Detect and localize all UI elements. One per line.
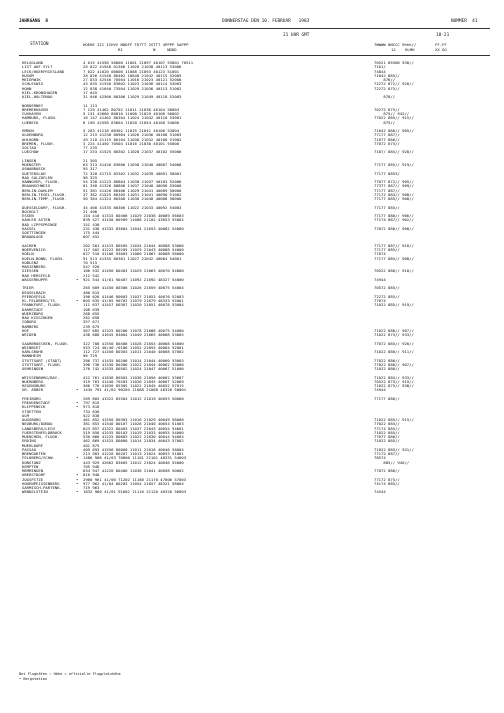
station-name: FRANKFURT, FLUGH.: [22, 302, 62, 308]
station-data: 547 526: [83, 264, 100, 269]
station-data: 231 438 41332 83604 11044 21053 40082 54000: [83, 225, 184, 231]
station-data: 422 761 41638 80503 11036 21056 40062 53007: [83, 374, 184, 380]
station-data: 839 427 41150 80509 11088 21102 43053 55002: [83, 217, 184, 223]
station-weather-groups: 74944: [374, 387, 386, 393]
station-weather-groups: 77177 885// 908//: [374, 255, 414, 261]
mountain-station-marker: •: [76, 387, 79, 393]
station-name: HUSUM: [22, 72, 34, 78]
station-name: LUECHOW: [22, 149, 39, 155]
station-data: 37 382 41525 80305 11031 21041 40090 51002: [83, 191, 182, 197]
station-weather-groups: 71077 886//: [374, 136, 400, 142]
station-name: MUEHLDORF: [22, 442, 44, 448]
station-data: 705 946: [83, 463, 100, 469]
station-name: KIEL-HOLTENAU: [22, 94, 53, 99]
station-data: 28 026 41540 80402 10840 21042 40115 52005: [83, 72, 182, 78]
station-data: 63 313 41420 83606 11030 21040 40087 54000: [83, 162, 182, 167]
station-data: 117 502 41222 80205 11029 21043 40088 54000: [83, 247, 184, 252]
station-name: SOLTAU: [22, 145, 37, 150]
station-data: 268 655: [83, 310, 100, 316]
station-data: 519 858 41535 80103 11019 21033 40055 54000: [83, 429, 184, 435]
station-name: WUERZBURG: [22, 310, 44, 316]
station-data: 7 129 41462 80702 11011 21036 40104 56003: [83, 106, 180, 112]
station-data: 438 688 41645 83604 11049 21065 40068 53005: [83, 332, 184, 337]
station-name: ZUGSPITZE: [22, 476, 44, 482]
station-name: DUESSELDORF, FLUGH.: [22, 204, 67, 210]
station-name: PFERDSFELD: [22, 293, 46, 299]
station-name: STOETTEN: [22, 408, 41, 414]
column-extra-sub: XX GG: [435, 47, 447, 52]
station-data: 12 215 41238 80904 11026 21036 40108 51003: [83, 132, 182, 138]
station-name: MEMMINGEN: [22, 468, 44, 473]
station-data: 8 156 42558 83604 11020 21054 40108 54000: [83, 119, 180, 125]
station-name: DARMSTADT: [22, 306, 44, 312]
station-data: 27 033 42540 70504 11016 21023 40121 52006: [83, 77, 182, 82]
station-name: KASSEL: [22, 225, 37, 231]
station-weather-groups: 71042 886// 905//: [374, 128, 414, 133]
station-name: ULM: [22, 412, 30, 418]
station-name: MUENCHEN, FLUGH.: [22, 434, 60, 439]
column-station: STATION: [30, 42, 49, 47]
station-name: BOCHOLT: [22, 208, 39, 214]
station-data: 154 410 41315 80406 11029 21038 40089 56003: [83, 213, 184, 218]
mountain-station-marker: •: [76, 276, 79, 282]
station-data: 77 235: [83, 145, 98, 150]
station-name: EMDEN: [22, 128, 34, 133]
station-data: 21 406: [83, 208, 98, 214]
station-weather-groups: 77072 886// 908//: [374, 225, 414, 231]
station-name: PASSAU: [22, 446, 37, 452]
station-weather-groups: 71022 875// 933//: [374, 332, 414, 337]
station-data: 50 384 41324 80308 11030 21040 40088 50000: [83, 196, 182, 201]
station-name: LANDSBERG/LECH: [22, 425, 55, 431]
station-data: 81 348 41320 80806 11037 21040 40096 53000: [83, 183, 182, 189]
station-name: AHLHORN: [22, 136, 39, 142]
station-data: 366 776 41630 85305 11022 21045 40052 57015: [83, 383, 184, 388]
station-name: STUTTGART (STADT): [22, 357, 62, 363]
station-name: AACHEN: [22, 242, 37, 248]
station-name: HOHN: [22, 85, 32, 91]
station-name: BERLIN-TEMP.,FLUGH.: [22, 196, 67, 201]
station-weather-groups: 70272 875//: [374, 106, 400, 112]
station-name: BRAUNSCHWEIG: [22, 183, 51, 189]
station-data: 112 727 41450 80303 11011 21040 40068 57002: [83, 349, 184, 354]
station-data: 51 381 41420 80406 11029 21041 40089 50000: [83, 187, 182, 193]
mountain-station-marker: •: [76, 400, 79, 405]
station-data: 186 532 41450 80403 11029 21063 40070 54000: [83, 268, 184, 274]
station-data: 322 708 41550 80408 11028 21053 40068 54000: [83, 340, 184, 346]
station-weather-groups: 77177 885//: [374, 204, 400, 210]
station-data: 627 510 41106 93603 11060 21067 40088 58000: [83, 251, 184, 257]
station-data: 396 738 41330 80306 11022 21044 40062 53006: [83, 361, 184, 367]
station-name: SCHLESWIG: [22, 81, 44, 87]
station-name: WEIDEN: [22, 332, 37, 337]
station-weather-groups: 7107/ 885// 928//: [374, 149, 414, 155]
station-data: 108 639: [83, 306, 100, 312]
station-data: 175 444: [83, 230, 100, 235]
station-data: 409 893 41556 80000 11011 21018 40046 58004: [83, 446, 184, 452]
station-name: FREUDENSTADT: [22, 400, 51, 405]
station-name: MUENSTER: [22, 162, 41, 167]
station-weather-groups: 77874: [374, 251, 386, 257]
station-name: BREMERHAVEN: [22, 106, 48, 112]
station-data: 43 035 41550 83602 11023 21036 40114 53003: [83, 81, 182, 87]
station-weather-groups: 77177 887//: [374, 132, 400, 138]
station-weather-groups: 71022 875// 938//: [374, 383, 414, 388]
station-weather-groups: 74174 885//: [374, 480, 400, 486]
station-weather-groups: 71022 886// 907//: [374, 327, 414, 333]
column-weather: 7WWWW 8NCCC 9hhh//: [374, 42, 417, 47]
station-name: FUERSTENFELDBRUCK: [22, 429, 62, 435]
station-data: 5 203 41218 80302 11035 21041 40106 53004: [83, 128, 180, 133]
station-data: 443 929 42662 83605 11012 21024 40046 55000: [83, 459, 184, 465]
station-weather-groups: 77177 887// 910//: [374, 242, 414, 248]
station-weather-groups: 71042 885//: [374, 72, 400, 78]
station-name: KOELN: [22, 251, 34, 257]
station-weather-groups: 77172 887//: [374, 451, 400, 456]
station-weather-groups: 875// 942//: [374, 111, 410, 116]
station-data: 462 869 41525 80000 11014 21034 40043 57002: [83, 438, 184, 444]
station-name: FELDBERG/SCHW.: [22, 455, 55, 461]
station-name: WENDELSTEIN: [22, 489, 48, 495]
station-data: 70 515: [83, 259, 98, 265]
station-weather-groups: 70522 886// 910//: [374, 268, 414, 274]
station-weather-groups: 77022 885//: [374, 421, 400, 427]
station-data: 3 224 41450 70504 11016 21030 40101 55000: [83, 140, 180, 146]
station-name: ESSEN: [22, 213, 34, 218]
station-name: MARIENBERG: [22, 264, 46, 269]
station-name: HANNOVER, FLUGH.: [22, 179, 60, 184]
station-weather-groups: 876//: [374, 77, 396, 82]
station-weather-groups: 70572 885//: [374, 285, 400, 291]
station-name: OEHRINGEN: [22, 366, 44, 371]
station-weather-groups: 77822 886// 907//: [374, 361, 414, 367]
column-main-sub: RI N NDDD: [118, 47, 177, 52]
station-name: FREIBURG: [22, 395, 41, 401]
station-data: 977 962 41/04 80203 11054 21057 48321 58004: [83, 480, 184, 486]
station-name: HAMBURG, FLUGH.: [22, 115, 58, 121]
station-data: 31 046 42560 80306 11029 21049 40118 52003: [83, 94, 182, 99]
station-name: HOHENPEISSENBERG: [22, 480, 60, 486]
station-data: 719 963: [83, 485, 100, 490]
station-name: KONSTANZ: [22, 459, 41, 465]
station-weather-groups: 70521 85500 930//: [374, 60, 414, 65]
station-name: LUEBECK: [22, 119, 39, 125]
station-data: 54 338 41223 80804 11030 21037 40103 52006: [83, 179, 182, 184]
mountain-station-marker: •: [76, 489, 79, 495]
station-name: KOELN-BONN, FLUGH.: [22, 255, 65, 261]
station-data: 623 857 41322 80403 11037 21043 40054 54001: [83, 425, 184, 431]
station-weather-groups: 77172 875//: [374, 476, 400, 482]
station-data: 286 737 41435 80206 11014 21044 40060 53003: [83, 357, 184, 363]
station-name: KOBLENZ: [22, 259, 39, 265]
station-data: 213 903 41220 80207 11013 21024 40053 51001: [83, 451, 184, 456]
station-data: 91 513 41335 80301 11027 21042 40084 54001: [83, 255, 182, 261]
station-data: 212 542: [83, 272, 100, 278]
column-weather-sub: 12 HLMH: [391, 47, 415, 52]
station-data: 12 038 41640 73504 11029 21036 40113 51002: [83, 85, 182, 91]
time-label: 21 UHR GMT: [283, 33, 310, 38]
station-weather-groups: 71022 885//: [374, 429, 400, 435]
station-name: BAMBERG: [22, 323, 39, 329]
header-rule-top: [19, 28, 490, 29]
station-weather-groups: 7101/: [374, 64, 386, 70]
mountain-station-marker: •: [76, 404, 79, 410]
station-data: 530 866 41225 80603 11022 21030 40044 54004: [83, 434, 184, 439]
station-weather-groups: 77874: [374, 298, 386, 303]
mountain-station-marker: •: [76, 480, 79, 486]
station-data: 522 838: [83, 412, 100, 418]
station-name: LIST AUF SYLT: [22, 64, 53, 70]
station-data: 111 637 41457 80307 11020 21051 40078 53004: [83, 302, 184, 308]
station-data: 810 948: [83, 472, 100, 478]
station-name: BAD SALZUFLEN: [22, 174, 53, 180]
station-data: 151 430: [83, 221, 100, 227]
issue-label: JAHRGANG 8: [19, 19, 49, 24]
station-name: NORDERNEY: [22, 102, 44, 108]
station-weather-groups: 77177 887//: [374, 187, 400, 193]
station-name: KL.FELDBERG/TS.: [22, 298, 58, 303]
station-weather-groups: 77077 886//: [374, 434, 400, 439]
station-name: OSNABRUECK: [22, 166, 46, 172]
station-data: 11 113: [83, 102, 98, 108]
station-weather-groups: 70522 875// 919//: [374, 378, 414, 384]
station-data: 2960 961 41/00 71202 11168 21170 47806 57003: [83, 476, 187, 482]
station-weather-groups: 74844: [374, 68, 386, 74]
station-name: BRAUNLAGE: [22, 234, 44, 240]
footnote-mountain-station: • Bergstation: [19, 677, 48, 681]
station-name: NEUBURG/DONAU: [22, 421, 53, 427]
station-data: 17 253 41525 80302 11028 21037 40102 55000: [83, 149, 182, 155]
station-weather-groups: 71022 885// 933//: [374, 374, 414, 380]
station-data: 401 875: [83, 442, 100, 448]
station-weather-groups: 72272 872// 920//: [374, 81, 414, 87]
station-data: 381 853 41540 80107 11028 21040 40054 51003: [83, 421, 184, 427]
station-data: 26 022 41940 01306 11020 21038 40113 53006: [83, 64, 182, 70]
station-weather-groups: 77177 885//: [374, 247, 400, 252]
station-data: 396 626 41446 80603 11037 21053 40076 52003: [83, 293, 184, 299]
station-name: SAARBRUECKEN, FLUGH.: [22, 340, 69, 346]
station-name: LINGEN: [22, 157, 37, 163]
station-data: 72 320 41715 83302 11032 21039 40091 58001: [83, 170, 182, 176]
station-weather-groups: 71022 885// 919//: [374, 302, 414, 308]
footnote-airport-height: Bei Flughäfen : Höhe = offizielle Flugplatzhöhe: [19, 672, 121, 676]
station-name: GUETERSLOH: [22, 170, 46, 176]
station-data: 973 818: [83, 404, 100, 410]
station-data: 5 131 42660 80810 11008 21029 40106 56002: [83, 111, 180, 116]
station-weather-groups: 77177 886//: [374, 395, 400, 401]
station-data: 7 022 41020 00000 11088 21093 40123 51001: [83, 68, 180, 74]
station-name: LECK/HOERFRIESLAND: [22, 68, 65, 74]
station-name: BAD LIPPSPRINGE: [22, 221, 58, 227]
station-data: 98 325: [83, 174, 98, 180]
station-data: 1832 980 41/01 91602 11110 21120 48320 56003: [83, 489, 187, 495]
mountain-station-marker: •: [76, 455, 79, 461]
station-name: NOERVENICH: [22, 247, 46, 252]
station-weather-groups: 77077 872// 905//: [374, 179, 414, 184]
station-name: NUERNBERG: [22, 378, 44, 384]
station-weather-groups: 72272 885//: [374, 293, 400, 299]
station-data: 45 400 41535 80306 11022 21033 40092 54003: [83, 204, 182, 210]
number-label: NUMMER 41: [451, 19, 478, 24]
station-name: AUGSBURG: [22, 417, 41, 422]
station-weather-groups: 71022 886//: [374, 366, 400, 371]
station-weather-groups: 71022 886// 911//: [374, 349, 414, 354]
mountain-station-marker: •: [76, 476, 79, 482]
station-name: BAD KISSINGEN: [22, 315, 53, 320]
station-weather-groups: 77072 886//: [374, 468, 400, 473]
station-weather-groups: 77174 885//: [374, 425, 400, 431]
station-name: OLDENBURG: [22, 132, 44, 138]
station-name: KAHLER ASTEN: [22, 217, 51, 223]
station-data: 265 609 41450 80306 11026 21059 40075 54004: [83, 285, 184, 291]
station-data: 202 501 41415 80505 11034 21044 40088 53006: [83, 242, 184, 248]
station-data: 607 452: [83, 234, 100, 240]
station-data: 461 852 41550 80303 11016 21029 40049 58008: [83, 417, 184, 422]
header-rule-bottom: [19, 55, 490, 56]
station-weather-groups: 875//: [374, 119, 396, 125]
station-weather-groups: 77177 8853/: [374, 170, 400, 176]
station-weather-groups: 77072 875//: [374, 140, 400, 146]
station-name: GR. ARBER: [22, 387, 44, 393]
station-data: 21 305: [83, 157, 98, 163]
station-data: 17 045: [83, 89, 98, 95]
station-name: WEISSENBURG/BAY.: [22, 374, 60, 380]
station-name: COBURG: [22, 319, 37, 325]
station-name: OBERSTDORF: [22, 472, 46, 478]
station-data: 480 615: [83, 289, 100, 295]
station-data: 357 671: [83, 319, 100, 325]
station-data: 95 317: [83, 166, 98, 172]
station-name: BRENGARTEN: [22, 451, 46, 456]
station-name: HELGOLAND: [22, 60, 44, 65]
station-name: BERLIN-DAHLEM: [22, 187, 53, 193]
station-data: 16 147 41462 80304 11024 21042 40110 53001: [83, 115, 182, 121]
station-weather-groups: 74544: [374, 489, 386, 495]
station-name: DEUSELBACH: [22, 289, 46, 295]
mountain-station-marker: •: [76, 472, 79, 478]
station-weather-groups: 72272 875//: [374, 85, 400, 91]
station-name: MANNHEIM: [22, 353, 41, 359]
station-weather-groups: 77177 885// 908//: [374, 196, 414, 201]
station-weather-groups: 77022 885// 915//: [374, 115, 414, 121]
station-weather-groups: 885// 940//: [374, 459, 410, 465]
date-line: DONNERSTAG DEN 10. FEBRUAR 1983: [222, 19, 310, 24]
station-name: GARMISCH-PARTENK.: [22, 485, 62, 490]
station-name: BERLIN-TEGEL,FLUGH.: [22, 191, 67, 197]
station-name: WASSERKUPPE: [22, 276, 48, 282]
station-data: 1486 908 41/03 70806 11101 21101 48331 54003: [83, 455, 187, 461]
station-name: STUTTGART, FLUGH.: [22, 361, 62, 367]
station-data: 734 836: [83, 408, 100, 414]
station-name: WEINBIET: [22, 344, 41, 350]
station-data: 4 015 41556 50000 11001 21097 40107 53001 70511: [83, 60, 194, 65]
station-data: 96 729: [83, 353, 98, 359]
station-name: KEMPTEN: [22, 463, 39, 469]
station-weather-groups: 71022 885// 915//: [374, 417, 414, 422]
station-weather-groups: 78574: [374, 455, 386, 461]
station-data: 553 724 46/40 /0106 11052 21055 40084 52001: [83, 344, 184, 350]
station-name: BAD HERSFELD: [22, 272, 51, 278]
station-data: 239 675: [83, 323, 100, 329]
station-weather-groups: 77072 885// 920//: [374, 340, 414, 346]
station-weather-groups: 71022 885//: [374, 438, 400, 444]
station-name: GOETTINGEN: [22, 230, 46, 235]
station-name: KARLSRUHE: [22, 349, 44, 354]
mountain-station-marker: •: [76, 298, 79, 303]
station-data: 276 742 41535 80502 11024 21047 40067 51006: [83, 366, 184, 371]
station-data: 1445 791 41/02 90204 11088 21088 48326 58001: [83, 387, 187, 393]
station-weather-groups: 77177 885// 919//: [374, 162, 414, 167]
station-weather-groups: 77172 883// 908//: [374, 191, 414, 197]
station-weather-groups: 77377 887// 909//: [374, 183, 414, 189]
station-name: TRIER: [22, 285, 34, 291]
station-data: 797 815: [83, 400, 100, 405]
column-main: HOEHE III IIHVV NDDFF TDTTT 2STTT 4PPPP 5APPP: [83, 42, 189, 47]
station-data: 269 803 41322 83504 11012 21019 40053 50000: [83, 395, 184, 401]
station-name: KIEL-KRONSHAGEN: [22, 89, 58, 95]
station-name: REGENSBURG: [22, 383, 46, 388]
station-data: 805 635 41/05 90702 11079 21079 48333 55001: [83, 298, 184, 303]
time-range: 18-21: [436, 33, 450, 38]
station-weather-groups: 74944: [374, 276, 386, 282]
station-name: KLIPPENECK: [22, 404, 46, 410]
station-weather-groups: 77174 887// 902//: [374, 217, 414, 223]
station-data: 282 658: [83, 315, 100, 320]
station-name: GIESSEN: [22, 268, 39, 274]
station-weather-groups: 77822 886//: [374, 357, 400, 363]
station-data: 921 544 41/01 90407 11092 21092 48327 54000: [83, 276, 184, 282]
station-weather-groups: 77177 886// 906//: [374, 213, 414, 218]
station-data: 49 218 41115 80104 11030 21032 40108 51002: [83, 136, 182, 142]
station-name: MEIERWIK: [22, 77, 41, 82]
station-data: 634 947 41220 80406 11036 21041 40058 50002: [83, 468, 184, 473]
column-extra: FF-FF: [435, 42, 447, 47]
station-weather-groups: 878//: [374, 94, 396, 99]
station-name: HOF: [22, 327, 30, 333]
station-name: ERDING: [22, 438, 37, 444]
station-data: 319 763 41440 70203 11026 21045 40067 52009: [83, 378, 184, 384]
station-name: BREMEN, FLUGH.: [22, 140, 55, 146]
station-data: 567 685 41325 80206 11078 21086 40075 54000: [83, 327, 184, 333]
station-weather-groups: 71022 885// 931//: [374, 446, 414, 452]
station-name: CUXHAVEN: [22, 111, 41, 116]
